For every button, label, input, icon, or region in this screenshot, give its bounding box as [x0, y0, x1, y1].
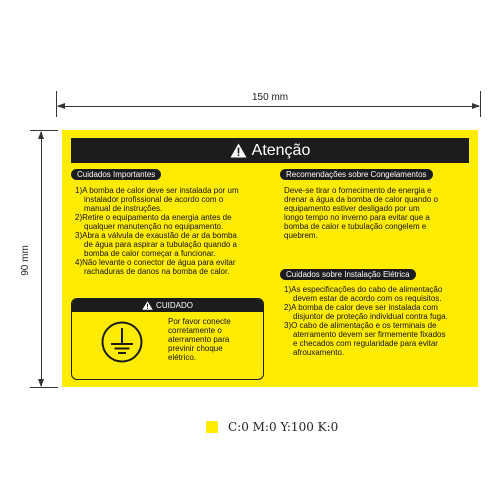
text-line: drenar a água da bomba de calor quando o — [284, 195, 438, 204]
header-title: Atenção — [251, 141, 311, 159]
list-item-line: instalador profissional de acordo com o — [84, 195, 224, 204]
warning-label — [62, 130, 478, 387]
list-item — [75, 213, 267, 231]
list-item-line: 1)As especificações do cabo de alimentação — [284, 285, 443, 294]
caution-box — [71, 298, 264, 380]
color-swatch — [206, 421, 218, 433]
ground-symbol-icon — [100, 320, 144, 364]
right-bottom-heading: Cuidados sobre Instalação Elétrica — [280, 269, 416, 280]
text-line: quebrem. — [284, 231, 318, 240]
list-item-line: 3)O cabo de alimentação e os terminais de — [284, 321, 437, 330]
list-item — [75, 231, 267, 258]
list-item-line: 2)A bomba de calor deve ser instalada com — [284, 303, 438, 312]
text-line: Deve-se tirar o fornecimento de energia e — [284, 186, 432, 195]
list-item — [284, 303, 476, 321]
caution-line: aterramento para — [168, 335, 230, 344]
text-line: bomba de calor e tubulação congelem e — [284, 222, 427, 231]
list-item-line: devem estar de acordo com os requisitos. — [293, 294, 442, 303]
list-item — [75, 258, 267, 276]
caution-line: Por favor conecte — [168, 317, 231, 326]
caution-line: corretamente o — [168, 326, 222, 335]
warning-triangle-icon — [142, 301, 153, 310]
caution-line: elétrico. — [168, 353, 197, 362]
right-bottom-list — [284, 285, 476, 357]
caution-heading: CUIDADO — [156, 301, 193, 310]
right-top-text — [284, 186, 474, 240]
list-item-line: 3)Abra a válvula de exaustão de ar da bomba — [75, 231, 237, 240]
list-item-line: de água para aspirar a tubulação quando a — [84, 240, 238, 249]
list-item-line: manual de instruções. — [84, 204, 163, 213]
left-heading: Cuidados Importantes — [71, 169, 161, 180]
list-item-line: 4)Não levante o conector de água para evitar — [75, 258, 236, 267]
list-item-line: aterramento devem ser firmemente fixados — [293, 330, 446, 339]
list-item-line: afrouxamento. — [293, 348, 345, 357]
text-line: equipamento estiver desligado por um — [284, 204, 420, 213]
list-item — [284, 285, 476, 303]
left-list — [75, 186, 267, 276]
color-spec-text: C:0 M:0 Y:100 K:0 — [228, 420, 339, 434]
right-top-heading: Recomendações sobre Congelamentos — [280, 169, 433, 180]
list-item-line: bomba de calor começar a funcionar. — [84, 249, 216, 258]
caution-line: previnir choque — [168, 344, 223, 353]
text-line: longo tempo no inverno para evitar que a — [284, 213, 430, 222]
list-item-line: rachaduras de danos na bomba de calor. — [84, 267, 230, 276]
list-item-line: e checados com regularidade para evitar — [293, 339, 438, 348]
list-item — [284, 321, 476, 357]
list-item-line: qualquer manutenção no equipamento. — [84, 222, 224, 231]
caution-header — [72, 299, 263, 312]
caution-text — [168, 317, 263, 362]
list-item — [75, 186, 267, 213]
warning-triangle-icon — [230, 143, 247, 158]
width-label: 150 mm — [252, 92, 289, 103]
list-item-line: disjuntor de proteção individual contra fuga. — [293, 312, 448, 321]
height-label: 90 mm — [19, 245, 31, 276]
list-item-line: 2)Retire o equipamento da energia antes de — [75, 213, 232, 222]
list-item-line: 1)A bomba de calor deve ser instalada por um — [75, 186, 239, 195]
label-header — [71, 138, 469, 163]
